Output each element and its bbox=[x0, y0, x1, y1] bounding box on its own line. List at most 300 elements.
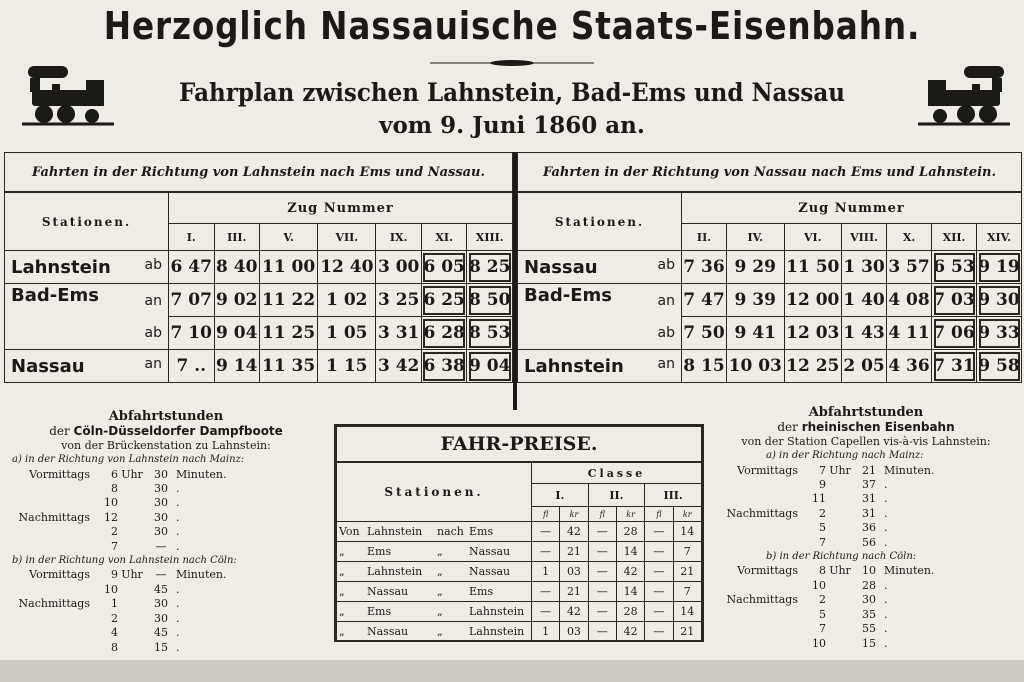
departure-list bbox=[716, 464, 1016, 550]
station-name: Bad-Ems bbox=[11, 284, 99, 306]
route-via: nach bbox=[437, 525, 464, 538]
hour: 10 bbox=[104, 582, 118, 596]
fare-amount: — bbox=[532, 582, 560, 602]
period-label bbox=[8, 583, 96, 597]
route-to: Nassau bbox=[469, 545, 511, 558]
hour: 5 bbox=[819, 607, 826, 621]
table-row bbox=[5, 284, 513, 317]
hour-unit bbox=[118, 540, 146, 554]
arrival-time: 1 15 bbox=[318, 350, 376, 383]
minute-unit: Minuten. bbox=[884, 564, 935, 578]
hour-unit bbox=[118, 626, 146, 640]
period-label bbox=[716, 536, 804, 550]
arrival-time: 6 25 bbox=[421, 284, 467, 317]
arrival-time: 4 36 bbox=[887, 350, 932, 383]
period-label bbox=[8, 482, 96, 496]
direction-heading: Fahrten in der Richtung von Lahnstein nach Ems und Nassau. bbox=[5, 153, 513, 193]
minute-unit: . bbox=[176, 611, 180, 625]
direction-caption: b) in der Richtung von Lahnstein nach Cöln: bbox=[12, 555, 237, 567]
page-edge bbox=[0, 660, 1024, 682]
minute-unit: . bbox=[884, 622, 888, 636]
arrival-time: 1 40 bbox=[842, 284, 887, 317]
departure-time: 6 53 bbox=[932, 251, 977, 284]
departure-time: 3 57 bbox=[887, 251, 932, 284]
fare-route bbox=[337, 582, 532, 602]
hour: 2 bbox=[819, 593, 826, 607]
fare-amount: 14 bbox=[616, 582, 644, 602]
hour-unit: Uhr bbox=[121, 568, 143, 582]
timetable-nassau-to-lahnstein bbox=[517, 152, 1022, 383]
departure-time: 3 31 bbox=[376, 317, 422, 350]
minute-unit: . bbox=[884, 636, 888, 650]
minute-unit: . bbox=[176, 525, 180, 539]
hour: 9 bbox=[111, 568, 118, 582]
minute-unit: . bbox=[884, 478, 888, 492]
hour-unit bbox=[118, 496, 146, 510]
minute-unit: . bbox=[176, 582, 180, 596]
minutes: 15 bbox=[154, 640, 168, 654]
fare-row bbox=[337, 562, 702, 582]
departure-row bbox=[8, 597, 324, 611]
train-number: VII. bbox=[318, 224, 376, 251]
hour: 9 bbox=[819, 478, 826, 492]
arrival-time: 7 07 bbox=[169, 284, 215, 317]
hour-unit bbox=[118, 597, 146, 611]
page-subtitle: Fahrplan zwischen Lahnstein, Bad-Ems und Nassau bbox=[179, 78, 845, 107]
departure-row bbox=[8, 583, 324, 597]
stations-column-header: Stationen. bbox=[5, 192, 169, 251]
arrival-time: 2 05 bbox=[842, 350, 887, 383]
departure-time: 8 40 bbox=[214, 251, 260, 284]
hour: 10 bbox=[812, 636, 826, 650]
route-to: Nassau bbox=[469, 565, 511, 578]
route-to: Lahnstein bbox=[469, 605, 525, 618]
arrival-departure-marker: ab bbox=[657, 256, 675, 273]
period-label bbox=[716, 608, 804, 622]
fare-amount: 42 bbox=[560, 602, 588, 622]
minutes: 55 bbox=[862, 622, 876, 636]
route-from: Ems bbox=[367, 605, 392, 618]
company-name: rheinischen Eisenbahn bbox=[801, 420, 955, 435]
period-label bbox=[8, 641, 96, 655]
arrival-time: 11 35 bbox=[260, 350, 318, 383]
fare-amount: 14 bbox=[673, 522, 701, 542]
fare-amount: 21 bbox=[673, 622, 701, 642]
departure-time: 6 05 bbox=[421, 251, 467, 284]
valid-from-date: vom 9. Juni 1860 an. bbox=[379, 112, 645, 139]
fare-amount: — bbox=[588, 582, 616, 602]
minute-unit: Minuten. bbox=[176, 568, 227, 582]
arrival-time: 10 03 bbox=[726, 350, 784, 383]
period-label bbox=[8, 525, 96, 539]
minute-unit: . bbox=[884, 593, 888, 607]
hour-unit bbox=[826, 478, 854, 492]
departure-row bbox=[716, 507, 1016, 521]
departure-time: 11 25 bbox=[260, 317, 318, 350]
departure-row bbox=[716, 637, 1016, 651]
fare-amount: — bbox=[645, 602, 673, 622]
minutes: — bbox=[155, 539, 167, 553]
hour: 7 bbox=[819, 463, 826, 477]
minute-unit: . bbox=[884, 492, 888, 506]
hour-unit: Uhr bbox=[829, 564, 851, 578]
hour: 11 bbox=[812, 492, 826, 506]
arrival-time: 1 02 bbox=[318, 284, 376, 317]
section-heading: Abfahrtstunden bbox=[808, 405, 924, 420]
hour-unit bbox=[826, 521, 854, 535]
train-number: XII. bbox=[932, 224, 977, 251]
hour: 4 bbox=[111, 626, 118, 640]
fare-amount: 03 bbox=[560, 562, 588, 582]
currency-unit: fl bbox=[532, 507, 560, 522]
departure-list bbox=[8, 568, 324, 654]
currency-unit: kr bbox=[616, 507, 644, 522]
fare-route bbox=[337, 522, 532, 542]
minutes: 45 bbox=[154, 582, 168, 596]
arrival-time: 4 08 bbox=[887, 284, 932, 317]
minutes: 31 bbox=[862, 506, 876, 520]
period-label bbox=[716, 622, 804, 636]
departure-row bbox=[8, 641, 324, 655]
hour-unit bbox=[118, 612, 146, 626]
minutes: — bbox=[155, 568, 167, 582]
fare-title: FAHR-PREISE. bbox=[337, 427, 702, 463]
departure-time: 7 50 bbox=[682, 317, 727, 350]
title-flourish bbox=[430, 59, 594, 67]
section-heading: Abfahrtstunden bbox=[108, 409, 224, 424]
minutes: 31 bbox=[862, 492, 876, 506]
arrival-departure-marker: ab bbox=[144, 324, 162, 341]
table-row bbox=[518, 350, 1022, 383]
departure-row bbox=[8, 568, 324, 582]
station-name: Lahnstein bbox=[11, 256, 111, 278]
hour: 1 bbox=[111, 597, 118, 611]
hour-unit bbox=[826, 536, 854, 550]
arrival-time: 9 14 bbox=[214, 350, 260, 383]
route-from: Ems bbox=[367, 545, 392, 558]
direction-caption: b) in der Richtung nach Cöln: bbox=[766, 551, 917, 563]
hour: 2 bbox=[819, 506, 826, 520]
arrival-time: 12 00 bbox=[784, 284, 842, 317]
departure-time: 8 25 bbox=[467, 251, 513, 284]
minutes: 15 bbox=[862, 636, 876, 650]
route-from: Lahnstein bbox=[367, 525, 423, 538]
hour: 2 bbox=[111, 525, 118, 539]
fare-amount: 42 bbox=[560, 522, 588, 542]
route-via: „ bbox=[437, 625, 443, 638]
departure-time: 9 04 bbox=[214, 317, 260, 350]
station-name: Nassau bbox=[524, 256, 598, 278]
period-label bbox=[716, 579, 804, 593]
direction-caption: a) in der Richtung nach Mainz: bbox=[766, 450, 924, 462]
departure-row bbox=[716, 478, 1016, 492]
period-label bbox=[8, 626, 96, 640]
class-header: Classe bbox=[532, 462, 702, 484]
fare-amount: 1 bbox=[532, 562, 560, 582]
period-label bbox=[716, 637, 804, 651]
train-number: IX. bbox=[376, 224, 422, 251]
departure-row bbox=[8, 482, 324, 496]
fare-row bbox=[337, 622, 702, 642]
arrival-time: 3 42 bbox=[376, 350, 422, 383]
period-label: Nachmittags bbox=[726, 593, 798, 607]
route-from: Lahnstein bbox=[367, 565, 423, 578]
minute-unit: Minuten. bbox=[884, 463, 935, 477]
fare-row bbox=[337, 522, 702, 542]
hour: 10 bbox=[812, 578, 826, 592]
fare-amount: — bbox=[532, 602, 560, 622]
hour-unit bbox=[826, 637, 854, 651]
train-number: XIII. bbox=[467, 224, 513, 251]
minutes: 30 bbox=[862, 593, 876, 607]
route-from: Nassau bbox=[367, 585, 409, 598]
departure-row bbox=[8, 511, 324, 525]
fare-route bbox=[337, 542, 532, 562]
fare-route bbox=[337, 602, 532, 622]
minute-unit: . bbox=[176, 539, 180, 553]
page-title: Herzoglich Nassauische Staats-Eisenbahn. bbox=[103, 4, 921, 48]
minute-unit: . bbox=[176, 640, 180, 654]
departure-row bbox=[8, 626, 324, 640]
fare-table bbox=[334, 424, 704, 642]
minutes: 56 bbox=[862, 535, 876, 549]
train-number: XI. bbox=[421, 224, 467, 251]
class-label: III. bbox=[645, 484, 702, 507]
arrival-time: 11 22 bbox=[260, 284, 318, 317]
period-label: Vormittags bbox=[29, 467, 90, 481]
route-via: „ bbox=[437, 605, 443, 618]
hour: 6 bbox=[111, 467, 118, 481]
route-prefix: „ bbox=[339, 605, 345, 618]
arrival-time: 9 02 bbox=[214, 284, 260, 317]
hour-unit bbox=[118, 482, 146, 496]
minutes: 36 bbox=[862, 521, 876, 535]
class-label: II. bbox=[588, 484, 645, 507]
fare-row bbox=[337, 582, 702, 602]
heading-prefix: der bbox=[777, 420, 798, 435]
hour-unit bbox=[826, 593, 854, 607]
period-label: Vormittags bbox=[737, 463, 798, 477]
currency-unit: fl bbox=[645, 507, 673, 522]
train-number-header: Zug Nummer bbox=[682, 192, 1022, 224]
minutes: 30 bbox=[154, 482, 168, 496]
period-label: Nachmittags bbox=[18, 597, 90, 611]
minutes: 30 bbox=[154, 597, 168, 611]
fare-amount: — bbox=[588, 542, 616, 562]
direction-caption: a) in der Richtung von Lahnstein nach Mainz: bbox=[12, 454, 245, 466]
train-number: VIII. bbox=[842, 224, 887, 251]
departure-time: 12 40 bbox=[318, 251, 376, 284]
fare-amount: — bbox=[588, 602, 616, 622]
arrival-time: 7 47 bbox=[682, 284, 727, 317]
departure-time: 6 47 bbox=[169, 251, 215, 284]
fare-amount: 42 bbox=[616, 622, 644, 642]
hour: 5 bbox=[819, 521, 826, 535]
hour: 7 bbox=[819, 622, 826, 636]
arrival-time: 7 .. bbox=[169, 350, 215, 383]
departure-row bbox=[716, 464, 1016, 478]
arrival-departure-marker: an bbox=[657, 355, 675, 372]
fare-amount: 14 bbox=[616, 542, 644, 562]
minute-unit: . bbox=[884, 578, 888, 592]
table-row bbox=[5, 251, 513, 284]
fare-amount: — bbox=[532, 542, 560, 562]
departure-time: 3 00 bbox=[376, 251, 422, 284]
hour-unit bbox=[118, 511, 146, 525]
hour-unit bbox=[826, 507, 854, 521]
train-number: III. bbox=[214, 224, 260, 251]
departure-time: 6 28 bbox=[421, 317, 467, 350]
departure-row bbox=[8, 468, 324, 482]
station-name: Nassau bbox=[11, 355, 85, 377]
arrival-departure-marker: an bbox=[657, 292, 675, 309]
arrival-departure-marker: ab bbox=[657, 324, 675, 341]
departure-time: 7 10 bbox=[169, 317, 215, 350]
minutes: 35 bbox=[862, 607, 876, 621]
minutes: 28 bbox=[862, 578, 876, 592]
departure-row bbox=[716, 492, 1016, 506]
route-to: Ems bbox=[469, 525, 494, 538]
minute-unit: . bbox=[176, 626, 180, 640]
hour-unit bbox=[118, 525, 146, 539]
fare-row bbox=[337, 602, 702, 622]
arrival-time: 9 04 bbox=[467, 350, 513, 383]
fare-amount: — bbox=[645, 562, 673, 582]
route-prefix: „ bbox=[339, 585, 345, 598]
minutes: 30 bbox=[154, 467, 168, 481]
hour-unit bbox=[826, 622, 854, 636]
minutes: 37 bbox=[862, 478, 876, 492]
departure-time: 9 41 bbox=[726, 317, 784, 350]
fare-amount: 28 bbox=[616, 602, 644, 622]
departure-time: 12 03 bbox=[784, 317, 842, 350]
fare-route bbox=[337, 562, 532, 582]
minute-unit: . bbox=[176, 510, 180, 524]
arrival-time: 3 25 bbox=[376, 284, 422, 317]
train-number: I. bbox=[169, 224, 215, 251]
fare-amount: 14 bbox=[673, 602, 701, 622]
table-row bbox=[5, 350, 513, 383]
arrival-time: 12 25 bbox=[784, 350, 842, 383]
route-to: Ems bbox=[469, 585, 494, 598]
arrival-time: 9 30 bbox=[977, 284, 1022, 317]
arrival-departure-marker: an bbox=[144, 292, 162, 309]
period-label: Vormittags bbox=[737, 564, 798, 578]
locomotive-left-icon bbox=[22, 64, 114, 128]
departure-time: 9 19 bbox=[977, 251, 1022, 284]
departure-time: 1 05 bbox=[318, 317, 376, 350]
hour: 8 bbox=[111, 482, 118, 496]
fare-row bbox=[337, 542, 702, 562]
train-number: VI. bbox=[784, 224, 842, 251]
route-via: „ bbox=[437, 585, 443, 598]
minutes: 10 bbox=[862, 564, 876, 578]
period-label bbox=[8, 496, 96, 510]
company-name: Cöln-Düsseldorfer Dampfboote bbox=[73, 424, 283, 439]
route-to: Lahnstein bbox=[469, 625, 525, 638]
fare-amount: 42 bbox=[616, 562, 644, 582]
route-prefix: „ bbox=[339, 565, 345, 578]
period-label bbox=[8, 612, 96, 626]
route-from: Nassau bbox=[367, 625, 409, 638]
train-number: XIV. bbox=[977, 224, 1022, 251]
minute-unit: . bbox=[884, 607, 888, 621]
currency-unit: kr bbox=[560, 507, 588, 522]
arrival-time: 9 39 bbox=[726, 284, 784, 317]
minute-unit: . bbox=[884, 506, 888, 520]
hour: 8 bbox=[111, 640, 118, 654]
departure-time: 9 33 bbox=[977, 317, 1022, 350]
departure-time: 9 29 bbox=[726, 251, 784, 284]
heading-prefix: der bbox=[49, 424, 70, 439]
train-number: V. bbox=[260, 224, 318, 251]
fare-stations-header: Stationen. bbox=[337, 462, 532, 522]
steamboat-departures bbox=[8, 410, 324, 655]
hour: 8 bbox=[819, 564, 826, 578]
hour-unit bbox=[826, 608, 854, 622]
fare-amount: — bbox=[588, 522, 616, 542]
minute-unit: . bbox=[176, 496, 180, 510]
arrival-time: 7 03 bbox=[932, 284, 977, 317]
fare-amount: — bbox=[532, 522, 560, 542]
arrival-time: 9 58 bbox=[977, 350, 1022, 383]
route-prefix: Von bbox=[339, 525, 360, 538]
hour: 10 bbox=[104, 496, 118, 510]
fare-amount: 21 bbox=[560, 582, 588, 602]
departure-row bbox=[716, 536, 1016, 550]
arrival-departure-marker: an bbox=[144, 355, 162, 372]
hour-unit bbox=[826, 579, 854, 593]
route-via: „ bbox=[437, 545, 443, 558]
locomotive-right-icon bbox=[918, 64, 1010, 128]
fare-amount: 1 bbox=[532, 622, 560, 642]
table-row bbox=[518, 284, 1022, 317]
departure-time: 1 43 bbox=[842, 317, 887, 350]
hour: 7 bbox=[819, 535, 826, 549]
minutes: 30 bbox=[154, 611, 168, 625]
fare-amount: 7 bbox=[673, 582, 701, 602]
departure-row bbox=[716, 579, 1016, 593]
departure-row bbox=[716, 622, 1016, 636]
departure-time: 11 50 bbox=[784, 251, 842, 284]
train-number-header: Zug Nummer bbox=[169, 192, 513, 224]
route-via: „ bbox=[437, 565, 443, 578]
departure-time: 7 36 bbox=[682, 251, 727, 284]
currency-unit: kr bbox=[673, 507, 701, 522]
minute-unit: Minuten. bbox=[176, 467, 227, 481]
fare-route bbox=[337, 622, 532, 642]
fare-amount: 28 bbox=[616, 522, 644, 542]
departure-time: 1 30 bbox=[842, 251, 887, 284]
fare-amount: — bbox=[645, 522, 673, 542]
hour-unit bbox=[826, 492, 854, 506]
currency-unit: fl bbox=[588, 507, 616, 522]
period-label bbox=[716, 478, 804, 492]
station-name: Bad-Ems bbox=[524, 284, 612, 306]
direction-heading: Fahrten in der Richtung von Nassau nach Ems und Lahnstein. bbox=[518, 153, 1022, 193]
period-label bbox=[716, 492, 804, 506]
period-label bbox=[716, 521, 804, 535]
minutes: 45 bbox=[154, 626, 168, 640]
departure-time: 8 53 bbox=[467, 317, 513, 350]
hour-unit bbox=[118, 583, 146, 597]
minute-unit: . bbox=[176, 597, 180, 611]
departure-time: 4 11 bbox=[887, 317, 932, 350]
arrival-departure-marker: ab bbox=[144, 256, 162, 273]
arrival-time: 6 38 bbox=[421, 350, 467, 383]
period-label: Nachmittags bbox=[18, 510, 90, 524]
departure-time: 11 00 bbox=[260, 251, 318, 284]
